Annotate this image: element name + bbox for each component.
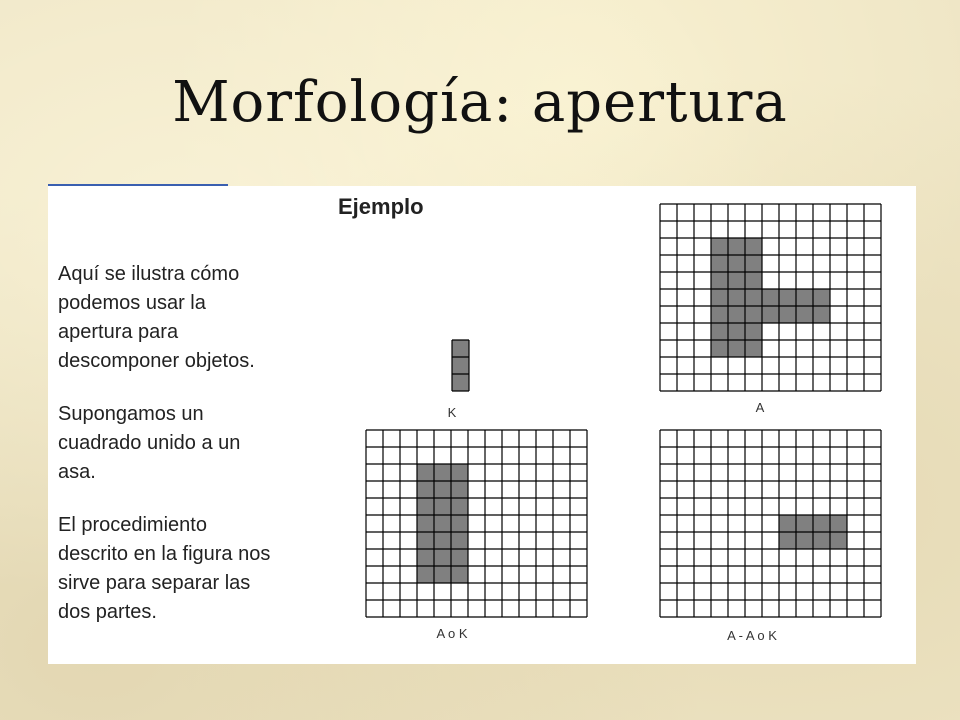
filled-cell: [796, 306, 813, 323]
filled-cell: [779, 515, 796, 532]
filled-cell: [779, 289, 796, 306]
filled-cell: [830, 532, 847, 549]
filled-cell: [434, 549, 451, 566]
filled-cell: [728, 323, 745, 340]
filled-cell: [728, 272, 745, 289]
filled-cell: [745, 340, 762, 357]
filled-cell: [728, 340, 745, 357]
filled-cell: [796, 289, 813, 306]
example-paragraph-2: Supongamos un cuadrado unido a un asa.: [58, 403, 241, 483]
figure-a-opening-k: [366, 430, 587, 617]
filled-cell: [451, 532, 468, 549]
filled-cell: [745, 323, 762, 340]
example-heading: Ejemplo: [338, 194, 424, 219]
filled-cell: [434, 566, 451, 583]
filled-cell: [745, 255, 762, 272]
figure-k: [452, 340, 469, 391]
filled-cell: [711, 255, 728, 272]
filled-cell: [711, 238, 728, 255]
filled-cell: [711, 340, 728, 357]
example-panel: [48, 186, 916, 664]
filled-cell: [745, 289, 762, 306]
figure-a-label: A: [755, 400, 765, 415]
filled-cell: [417, 481, 434, 498]
figure-diff-label: A - A o K: [727, 628, 777, 643]
filled-cell: [711, 323, 728, 340]
filled-cell: [796, 532, 813, 549]
filled-cell: [434, 481, 451, 498]
example-paragraph-1: Aquí se ilustra cómo podemos usar la apertura para descomponer objetos.: [58, 263, 255, 372]
filled-cell: [813, 515, 830, 532]
filled-cell: [728, 306, 745, 323]
filled-cell: [762, 289, 779, 306]
morphology-figures: [48, 186, 916, 664]
filled-cell: [452, 340, 469, 357]
filled-cell: [762, 306, 779, 323]
filled-cell: [452, 357, 469, 374]
filled-cell: [711, 306, 728, 323]
filled-cell: [417, 515, 434, 532]
figure-aok-label: A o K: [436, 626, 468, 641]
filled-cell: [434, 532, 451, 549]
filled-cell: [452, 374, 469, 391]
filled-cell: [779, 306, 796, 323]
filled-cell: [796, 515, 813, 532]
figure-a-minus-opening: [660, 430, 881, 617]
filled-cell: [728, 289, 745, 306]
filled-cell: [830, 515, 847, 532]
filled-cell: [745, 272, 762, 289]
figure-k-label: K: [447, 405, 457, 420]
filled-cell: [813, 532, 830, 549]
filled-cell: [745, 238, 762, 255]
filled-cell: [417, 549, 434, 566]
filled-cell: [451, 481, 468, 498]
filled-cell: [451, 464, 468, 481]
filled-cell: [451, 566, 468, 583]
slide-title: Morfología: apertura: [172, 70, 788, 135]
example-paragraph-3: El procedimiento descrito en la figura nos sirve para separar las dos partes.: [58, 514, 271, 623]
filled-cell: [779, 532, 796, 549]
filled-cell: [813, 306, 830, 323]
filled-cell: [711, 272, 728, 289]
filled-cell: [417, 532, 434, 549]
filled-cell: [417, 498, 434, 515]
filled-cell: [434, 498, 451, 515]
filled-cell: [451, 549, 468, 566]
filled-cell: [434, 464, 451, 481]
filled-cell: [417, 566, 434, 583]
filled-cell: [434, 515, 451, 532]
filled-cell: [728, 255, 745, 272]
filled-cell: [451, 498, 468, 515]
filled-cell: [711, 289, 728, 306]
filled-cell: [728, 238, 745, 255]
filled-cell: [417, 464, 434, 481]
figure-a: [660, 204, 881, 391]
filled-cell: [451, 515, 468, 532]
filled-cell: [745, 306, 762, 323]
filled-cell: [813, 289, 830, 306]
